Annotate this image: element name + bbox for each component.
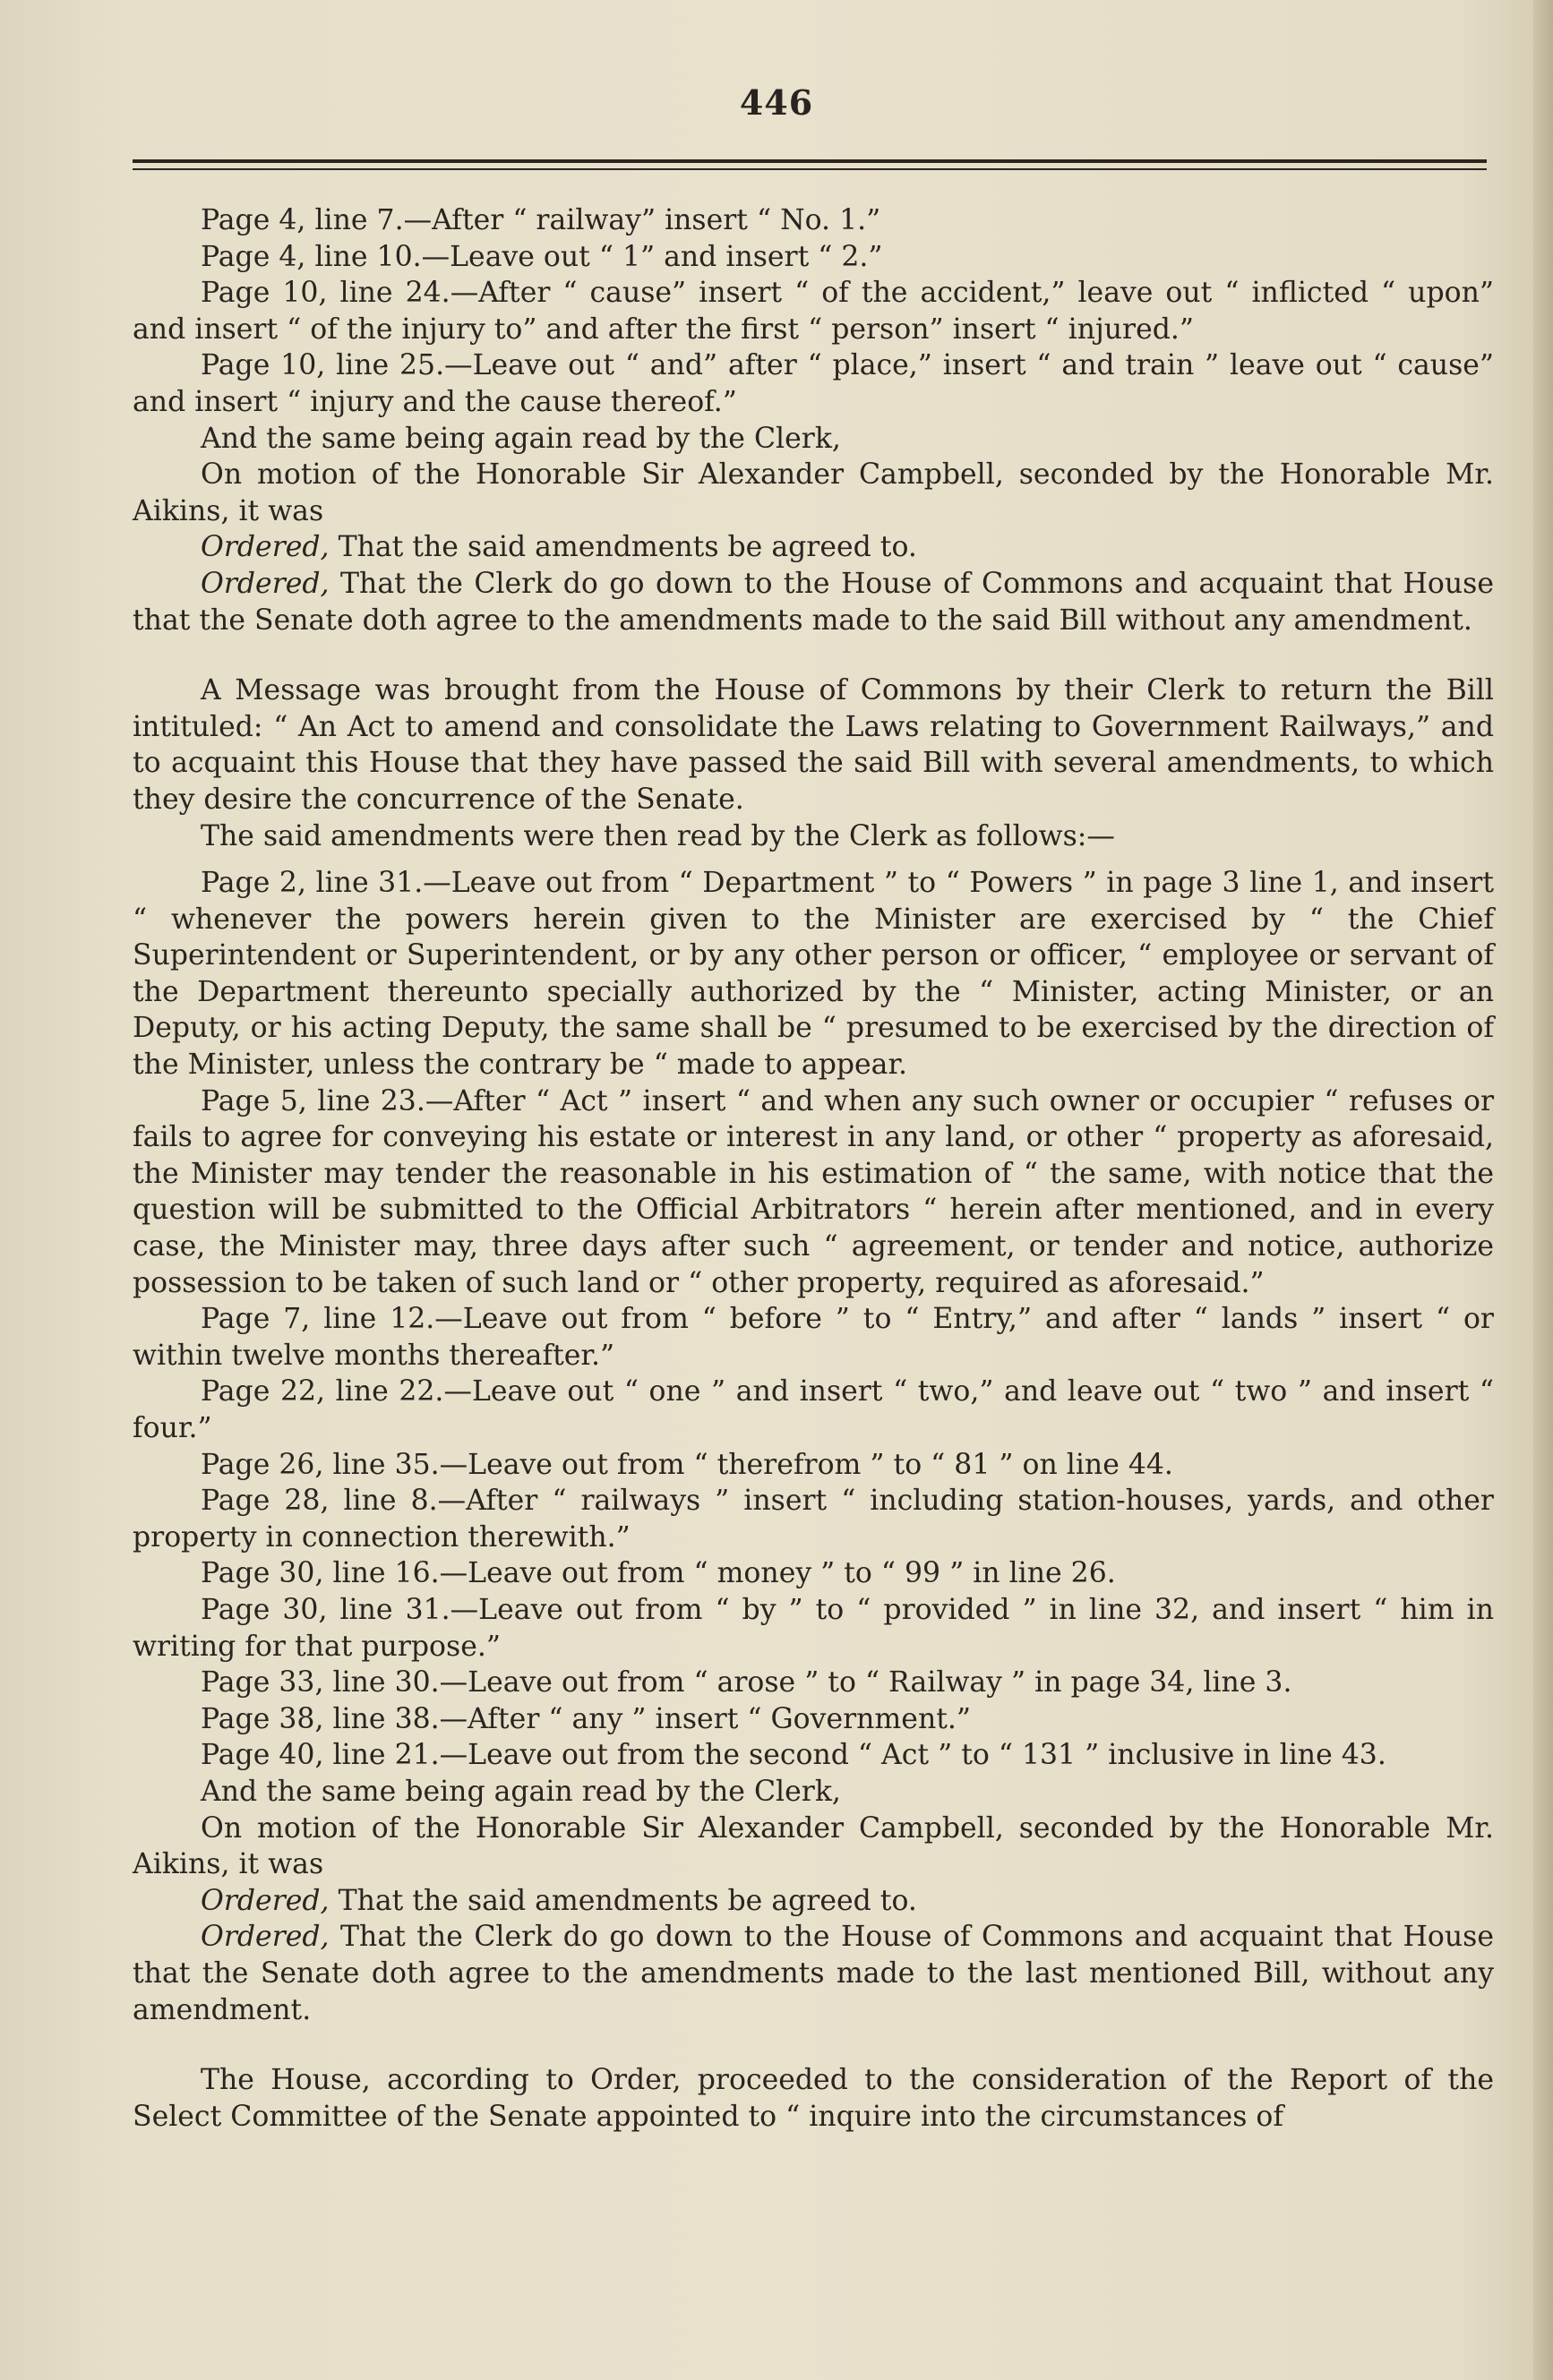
order-lead: Ordered, xyxy=(201,531,330,564)
amendment-paragraph: Page 30, line 16.—Leave out from “ money ” to “ 99 ” in line 26. xyxy=(201,1557,1116,1590)
amendment-paragraph: Page 5, line 23.—After “ Act ” insert “ and when any such owner or occupier “ refuses or fails to agree for conveying his estate or interest in any land, or other “ property as aforesaid, the Minister may tender the reasonable in his estimation of “ the same, with notice that the question will be submitted to the Official Arbitrators “ herein after mentioned, and in every case, the Minister may, three days after such “ agreement, or tender and notice, authorize possession to be taken of such land or “ other property, required as aforesaid.” xyxy=(133,1084,1494,1299)
amendment-paragraph: Page 40, line 21.—Leave out from the second “ Act ” to “ 131 ” inclusive in line 43. xyxy=(201,1739,1386,1772)
amendment-paragraph: Page 30, line 31.—Leave out from “ by ” to “ provided ” in line 32, and insert “ him in writing for that purpose.” xyxy=(133,1593,1494,1663)
header-rule-thick xyxy=(133,159,1487,163)
reading-paragraph: The said amendments were then read by the Clerk as follows:— xyxy=(201,819,1115,852)
book-spine-edge xyxy=(1533,0,1553,2380)
amendment-paragraph: Page 4, line 10.—Leave out “ 1” and insert “ 2.” xyxy=(201,240,883,273)
order-text: That the Clerk do go down to the House of Commons and acquaint that House that the Senate doth agree to the amendments made to the last mentioned Bill, without any amendment. xyxy=(133,1921,1494,2026)
order-text: That the said amendments be agreed to. xyxy=(329,531,917,564)
amendment-paragraph: Page 28, line 8.—After “ railways ” insert “ including station-houses, yards, and other property in connection therewith.” xyxy=(133,1485,1494,1554)
order-paragraph xyxy=(133,566,1494,638)
message-paragraph: A Message was brought from the House of Commons by their Clerk to return the Bill intituled: “ An Act to amend and consolidate the Laws relating to Government Railways,” and to acquaint this House that they have passed the said Bill with several amendments, to which they desire the concurrence of the Senate. xyxy=(133,674,1494,816)
motion-paragraph: On motion of the Honorable Sir Alexander Campbell, seconded by the Honorable Mr. Aikins, it was xyxy=(133,458,1494,527)
order-lead: Ordered, xyxy=(201,567,330,600)
order-paragraph xyxy=(133,1883,1494,1920)
reading-paragraph: And the same being again read by the Clerk, xyxy=(201,422,841,455)
header-rule-thin xyxy=(133,168,1487,170)
order-lead: Ordered, xyxy=(201,1921,330,1954)
order-text: That the said amendments be agreed to. xyxy=(329,1884,917,1917)
amendment-paragraph: Page 7, line 12.—Leave out from “ before ” to “ Entry,” and after “ lands ” insert “ or within twelve months thereafter.” xyxy=(133,1303,1494,1372)
amendment-paragraph: Page 4, line 7.—After “ railway” insert “ No. 1.” xyxy=(201,204,881,236)
order-paragraph xyxy=(133,1919,1494,2028)
amendment-paragraph: Page 38, line 38.—After “ any ” insert “ Government.” xyxy=(201,1702,972,1735)
amendment-paragraph: Page 26, line 35.—Leave out from “ therefrom ” to “ 81 ” on line 44. xyxy=(201,1448,1173,1481)
amendment-paragraph: Page 10, line 25.—Leave out “ and” after “ place,” insert “ and train ” leave out “ cause” and insert “ injury and the cause thereof.” xyxy=(133,349,1494,418)
amendment-paragraph: Page 22, line 22.—Leave out “ one ” and insert “ two,” and leave out “ two ” and insert “ four.” xyxy=(133,1375,1494,1444)
page-number: 446 xyxy=(739,82,814,123)
reading-paragraph: And the same being again read by the Clerk, xyxy=(201,1775,841,1808)
body-text xyxy=(133,202,1494,2135)
amendment-paragraph: Page 10, line 24.—After “ cause” insert “ of the accident,” leave out “ inflicted “ upon” and insert “ of the injury to” and after the first “ person” insert “ injured.” xyxy=(133,277,1494,346)
motion-paragraph: On motion of the Honorable Sir Alexander Campbell, seconded by the Honorable Mr. Aikins, it was xyxy=(133,1811,1494,1881)
proceedings-paragraph: The House, according to Order, proceeded to the consideration of the Report of the Select Committee of the Senate appointed to “ inquire into the circumstances of xyxy=(133,2064,1494,2133)
order-text: That the Clerk do go down to the House of Commons and acquaint that House that the Senate doth agree to the amendments made to the said Bill without any amendment. xyxy=(133,567,1494,637)
order-paragraph xyxy=(133,529,1494,566)
amendment-paragraph: Page 2, line 31.—Leave out from “ Department ” to “ Powers ” in page 3 line 1, and insert “ whenever the powers herein given to the Minister are exercised by “ the Chief Superintendent or Superintendent, or by any other person or officer, “ employee or servant of the Department thereunto specially authorized by the “ Minister, acting Minister, or an Deputy, or his acting Deputy, the same shall be “ presumed to be exercised by the direction of the Minister, unless the contrary be “ made to appear. xyxy=(133,867,1494,1082)
order-lead: Ordered, xyxy=(201,1884,330,1917)
amendment-paragraph: Page 33, line 30.—Leave out from “ arose ” to “ Railway ” in page 34, line 3. xyxy=(201,1666,1292,1699)
